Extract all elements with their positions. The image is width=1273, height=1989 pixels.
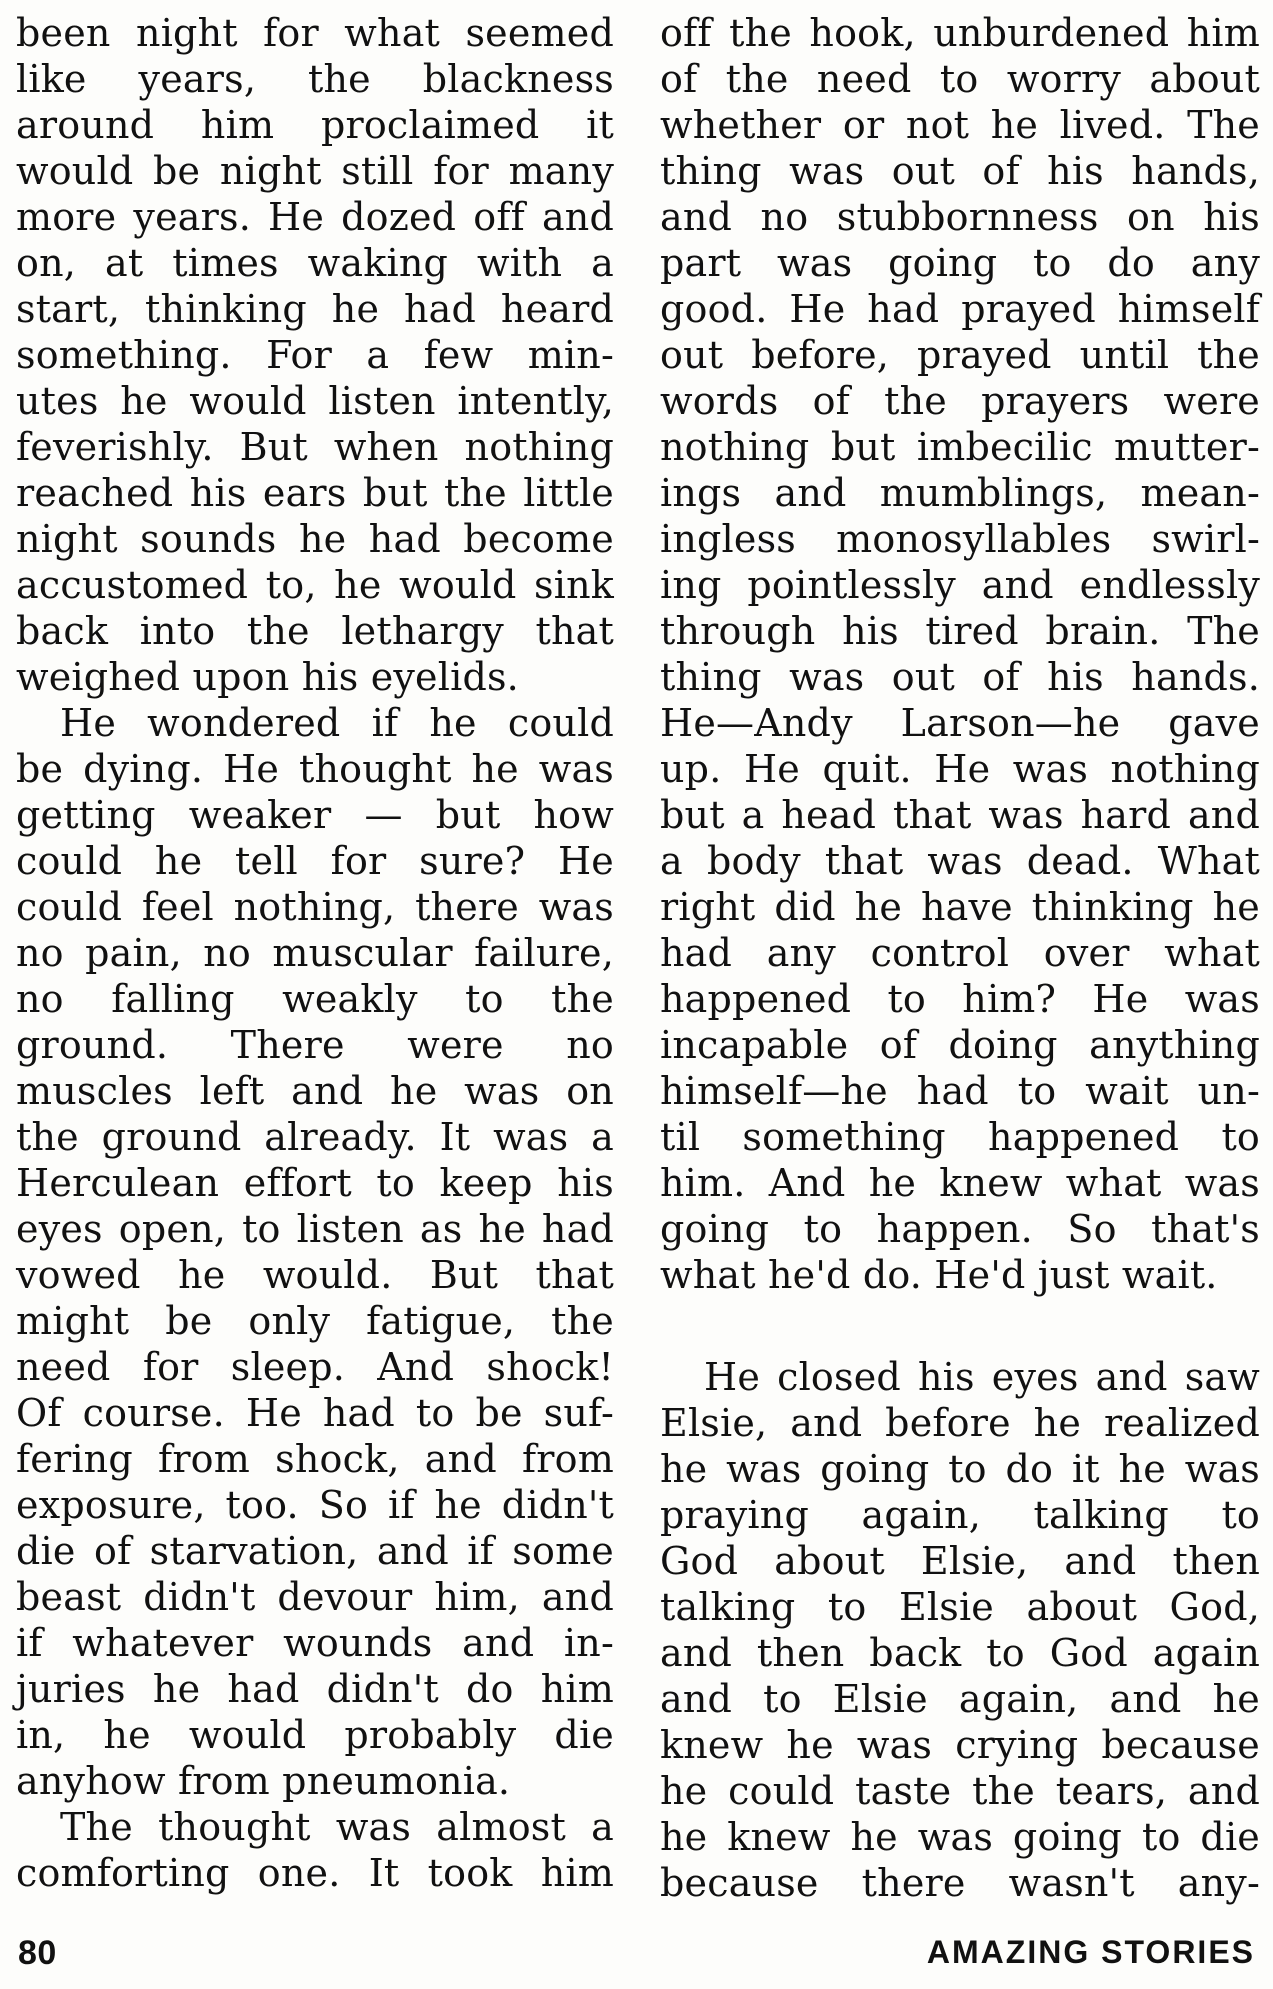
text-line: He—Andy Larson—he gave — [660, 701, 1260, 745]
text-line: nothing but imbecilic mutter- — [660, 425, 1260, 469]
text-line: a body that was dead. What — [660, 839, 1260, 883]
page-number: 80 — [18, 1934, 57, 1972]
text-line: knew he was crying because — [660, 1723, 1260, 1767]
text-line: up. He quit. He was nothing — [660, 747, 1260, 791]
text-line: and to Elsie again, and he — [660, 1677, 1260, 1721]
text-line: in, he would probably die — [16, 1713, 614, 1757]
text-line: weighed upon his eyelids. — [16, 655, 519, 699]
text-line: utes he would listen intently, — [16, 379, 614, 423]
text-line: anyhow from pneumonia. — [16, 1759, 511, 1803]
text-line: Herculean effort to keep his — [16, 1161, 614, 1205]
text-line: out before, prayed until the — [660, 333, 1260, 377]
text-line: had any control over what — [660, 931, 1260, 975]
text-line: could he tell for sure? He — [16, 839, 614, 883]
page-footer — [0, 1934, 1273, 1974]
text-line: on, at times waking with a — [16, 241, 614, 285]
text-line: around him proclaimed it — [16, 103, 614, 147]
text-line: him. And he knew what was — [660, 1161, 1260, 1205]
text-line: and no stubbornness on his — [660, 195, 1260, 239]
text-line: eyes open, to listen as he had — [16, 1207, 614, 1251]
text-line: the ground already. It was a — [16, 1115, 614, 1159]
left-column — [16, 10, 614, 1896]
text-line: good. He had prayed himself — [660, 287, 1260, 331]
text-line: ings and mumblings, mean- — [660, 471, 1260, 515]
text-line: part was going to do any — [660, 241, 1260, 285]
text-line: he was going to do it he was — [660, 1447, 1260, 1491]
text-line: getting weaker — but how — [16, 793, 614, 837]
text-line: going to happen. So that's — [660, 1207, 1260, 1251]
text-line: comforting one. It took him — [16, 1851, 614, 1895]
text-line: what he'd do. He'd just wait. — [660, 1253, 1218, 1297]
text-line: ing pointlessly and endlessly — [660, 563, 1260, 607]
text-line: ground. There were no — [16, 1023, 614, 1067]
text-line: back into the lethargy that — [16, 609, 614, 653]
text-line: would be night still for many — [16, 149, 614, 193]
text-line: happened to him? He was — [660, 977, 1260, 1021]
text-line: himself—he had to wait un- — [660, 1069, 1260, 1113]
text-line: off the hook, unburdened him — [660, 11, 1260, 55]
text-line: be dying. He thought he was — [16, 747, 614, 791]
paragraph — [660, 1354, 1260, 1906]
text-line: praying again, talking to — [660, 1493, 1260, 1537]
text-line: he could taste the tears, and — [660, 1769, 1260, 1813]
text-line: exposure, too. So if he didn't — [16, 1483, 614, 1527]
text-line: something. For a few min- — [16, 333, 614, 377]
text-line: Elsie, and before he realized — [660, 1401, 1260, 1445]
text-line: thing was out of his hands, — [660, 149, 1260, 193]
text-line: ingless monosyllables swirl- — [660, 517, 1260, 561]
text-line: He wondered if he could — [60, 701, 614, 745]
text-line: of the need to worry about — [660, 57, 1260, 101]
paragraph — [660, 10, 1260, 1298]
text-line: beast didn't devour him, and — [16, 1575, 614, 1619]
text-line: Of course. He had to be suf- — [16, 1391, 614, 1435]
text-line: feverishly. But when nothing — [16, 425, 614, 469]
text-line: start, thinking he had heard — [16, 287, 614, 331]
text-line: thing was out of his hands. — [660, 655, 1260, 699]
text-line: talking to Elsie about God, — [660, 1585, 1260, 1629]
text-line: no pain, no muscular failure, — [16, 931, 614, 975]
text-line: more years. He dozed off and — [16, 195, 614, 239]
text-line: but a head that was hard and — [660, 793, 1260, 837]
right-column — [660, 10, 1260, 1906]
text-line: incapable of doing anything — [660, 1023, 1260, 1067]
paragraph — [16, 10, 614, 700]
text-line: he knew he was going to die — [660, 1815, 1260, 1859]
text-line: words of the prayers were — [660, 379, 1260, 423]
text-line: through his tired brain. The — [660, 609, 1260, 653]
text-line: could feel nothing, there was — [16, 885, 614, 929]
text-line: God about Elsie, and then — [660, 1539, 1260, 1583]
text-line: and then back to God again — [660, 1631, 1260, 1675]
text-line: The thought was almost a — [60, 1805, 614, 1849]
text-line: reached his ears but the little — [16, 471, 614, 515]
text-line: juries he had didn't do him — [16, 1667, 614, 1711]
paragraph — [16, 700, 614, 1804]
paragraph — [16, 1804, 614, 1896]
text-line: need for sleep. And shock! — [16, 1345, 614, 1389]
text-line: been night for what seemed — [16, 11, 614, 55]
text-line: muscles left and he was on — [16, 1069, 614, 1113]
text-line: die of starvation, and if some — [16, 1529, 614, 1573]
text-line: no falling weakly to the — [16, 977, 614, 1021]
text-line: right did he have thinking he — [660, 885, 1260, 929]
text-line: like years, the blackness — [16, 57, 614, 101]
text-line: night sounds he had become — [16, 517, 614, 561]
text-line: til something happened to — [660, 1115, 1260, 1159]
text-line: vowed he would. But that — [16, 1253, 614, 1297]
running-head: AMAZING STORIES — [926, 1934, 1255, 1970]
text-line: because there wasn't any- — [660, 1861, 1260, 1905]
text-line: might be only fatigue, the — [16, 1299, 614, 1343]
text-line: He closed his eyes and saw — [704, 1355, 1260, 1399]
text-line: fering from shock, and from — [16, 1437, 614, 1481]
text-line: whether or not he lived. The — [660, 103, 1260, 147]
text-line: accustomed to, he would sink — [16, 563, 614, 607]
text-line: if whatever wounds and in- — [16, 1621, 614, 1665]
